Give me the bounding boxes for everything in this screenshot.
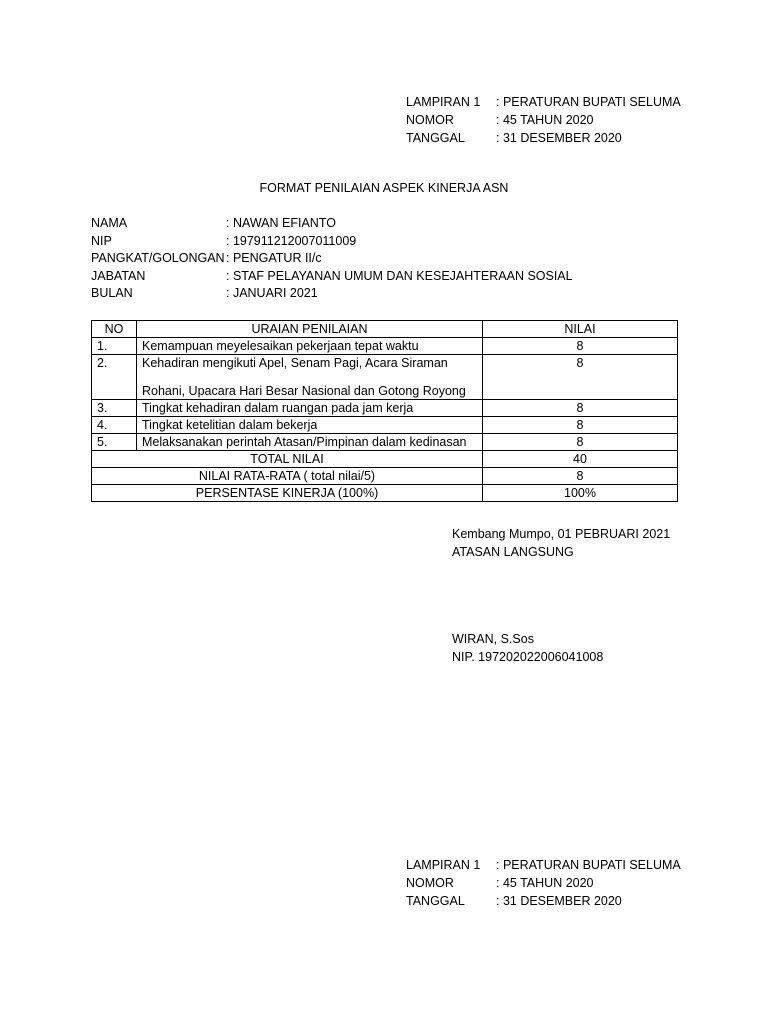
tanggal-label: TANGGAL [406, 894, 465, 908]
cell-desc [137, 355, 483, 400]
cell-no: 3. [92, 400, 137, 417]
cell-desc: Kemampuan meyelesaikan pekerjaan tepat waktu [137, 338, 483, 355]
identity-value: : 197911212007011009 [226, 233, 357, 248]
cell-desc: Melaksanakan perintah Atasan/Pimpinan dalam kedinasan [137, 434, 483, 451]
nomor-row [406, 111, 681, 129]
signature-place-date: Kembang Mumpo, 01 PEBRUARI 2021 [452, 527, 671, 541]
header-desc: URAIAN PENILAIAN [137, 321, 483, 338]
summary-label: PERSENTASE KINERJA (100%) [92, 485, 483, 502]
signature-name: WIRAN, S.Sos [452, 632, 534, 646]
header-no: NO [92, 321, 137, 338]
identity-value: : PENGATUR II/c [226, 251, 322, 265]
cell-desc: Tingkat ketelitian dalam bekerja [137, 417, 483, 434]
identity-row-pangkat [91, 250, 573, 268]
cell-no: 1. [92, 338, 137, 355]
cell-value: 8 [483, 417, 678, 434]
identity-label: PANGKAT/GOLONGAN [91, 251, 225, 265]
nomor-label: NOMOR [406, 876, 454, 890]
cell-desc: Tingkat kehadiran dalam ruangan pada jam kerja [137, 400, 483, 417]
table-row [92, 338, 678, 355]
tanggal-row [406, 892, 681, 910]
cell-value: 8 [483, 355, 678, 400]
signature-role: ATASAN LANGSUNG [452, 545, 574, 559]
lampiran-row [406, 856, 681, 874]
summary-row-average [92, 468, 678, 485]
lampiran-label: LAMPIRAN 1 [406, 95, 481, 109]
cell-value: 8 [483, 400, 678, 417]
summary-value: 40 [483, 451, 678, 468]
lampiran-value: : PERATURAN BUPATI SELUMA [496, 858, 681, 872]
cell-no: 4. [92, 417, 137, 434]
identity-row-jabatan [91, 268, 573, 286]
lampiran-header-bottom [406, 856, 681, 910]
summary-label: NILAI RATA-RATA ( total nilai/5) [92, 468, 483, 485]
tanggal-label: TANGGAL [406, 131, 465, 145]
summary-row-total [92, 451, 678, 468]
lampiran-header-top [406, 93, 681, 147]
tanggal-value: : 31 DESEMBER 2020 [496, 131, 622, 145]
identity-label: JABATAN [91, 268, 146, 283]
summary-value: 100% [483, 485, 678, 502]
document-title: FORMAT PENILAIAN ASPEK KINERJA ASN [259, 181, 509, 195]
identity-value: : STAF PELAYANAN UMUM DAN KESEJAHTERAAN SOSIAL [226, 268, 573, 283]
identity-label: NIP [91, 233, 112, 248]
identity-label: BULAN [91, 286, 133, 300]
nomor-label: NOMOR [406, 113, 454, 127]
nomor-value: : 45 TAHUN 2020 [496, 113, 594, 127]
assessment-table [91, 320, 678, 502]
identity-row-nama [91, 215, 573, 233]
table-row [92, 417, 678, 434]
identity-row-nip [91, 233, 573, 251]
lampiran-value: : PERATURAN BUPATI SELUMA [496, 95, 681, 109]
nomor-value: : 45 TAHUN 2020 [496, 876, 594, 890]
cell-value: 8 [483, 338, 678, 355]
summary-label: TOTAL NILAI [92, 451, 483, 468]
signature-nip: NIP. 197202022006041008 [452, 650, 604, 664]
nomor-row [406, 874, 681, 892]
summary-value: 8 [483, 468, 678, 485]
identity-block [91, 215, 573, 303]
header-value: NILAI [483, 321, 678, 338]
table-row [92, 355, 678, 400]
table-header-row [92, 321, 678, 338]
cell-no: 2. [92, 355, 137, 400]
lampiran-label: LAMPIRAN 1 [406, 858, 481, 872]
cell-no: 5. [92, 434, 137, 451]
identity-value: : NAWAN EFIANTO [226, 216, 336, 230]
cell-desc-line: Kehadiran mengikuti Apel, Senam Pagi, Acara Siraman [142, 356, 448, 370]
table-row [92, 434, 678, 451]
identity-row-bulan [91, 285, 573, 303]
table-row [92, 400, 678, 417]
cell-desc-line: Rohani, Upacara Hari Besar Nasional dan Gotong Royong [142, 384, 466, 398]
identity-label: NAMA [91, 216, 128, 230]
summary-row-percentage [92, 485, 678, 502]
lampiran-row [406, 93, 681, 111]
identity-value: : JANUARI 2021 [226, 286, 318, 300]
cell-value: 8 [483, 434, 678, 451]
tanggal-row [406, 129, 681, 147]
tanggal-value: : 31 DESEMBER 2020 [496, 894, 622, 908]
